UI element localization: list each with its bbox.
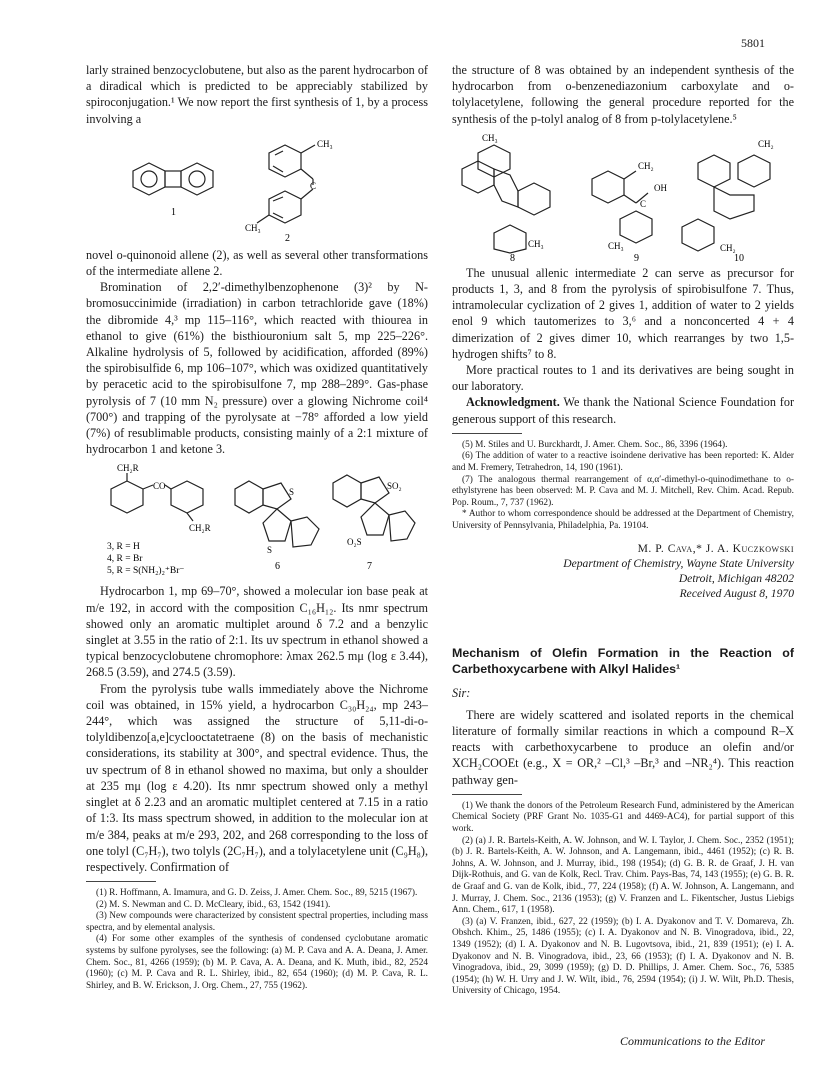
figure-compounds-3-7	[97, 461, 417, 579]
figure-compounds-1-2	[107, 131, 407, 243]
footnote-4: (4) For some other examples of the synthesis of condensed cyclobutane aromatic systems by sulfone pyrolyses, see the following: (a) M. P. Cava and A. A. Deana, J. Amer. Chem. Soc., 81, 4266 (1959); (b) M. P. Cava, A. A. Deana, and K. Muth, ibid., 82, 2524 (1960); (c) M. P. Cava and R. L. Shirley, ibid., 82, 654 (1960); (d) M. P. Cava, R. L. Shirley, and B. W. Erickson, J. Org. Chem., 27, 755 (1962).	[86, 934, 428, 991]
fig3-ch3-9: CH₃	[608, 240, 624, 251]
acknowledgment	[452, 394, 794, 426]
fig3-ch3-bottom: CH₃	[528, 238, 544, 249]
fig1-label-1: 1	[171, 206, 176, 218]
fig2-ch2r-b: CH₂R	[189, 523, 211, 534]
ack-heading: Acknowledgment.	[466, 395, 560, 410]
left-paragraph-2: novel o-quinonoid allene (2), as well as several other transformations of the intermediate allene 2.	[86, 247, 428, 279]
left-paragraph-5: From the pyrolysis tube walls immediately above the Nichrome coil was obtained, in 15% yield, a hydrocarbon C₃₀H₂₄, mp 243–244°, which was assigned the structure of 5,11-di-o-tolyldibenzo[a,e]cyclooctatetraene (8) on the basis of mechanistic considerations, its stability at 300°, and spectral evidence. Thus, the uv spectrum of 8 in ethanol showed no maxima, but only a shoulder at 235 mμ (log ε 4.20). Its nmr spectrum showed only a methyl singlet at δ 2.23 and an aromatic multiplet centered at 7.15 in a ratio of 1:3. Its mass spectrum showed, in addition to the molecular ion at m/e 384, peaks at m/e 293, 202, and 268 corresponding to the loss of one tolyl (C₇H₇), two tolyls (2C₇H₇), and a tolylacetylene unit (C₉H₈), respectively. Confirmation of	[86, 681, 428, 874]
fig3-ch2-10b: CH₂	[720, 242, 736, 253]
fig2-label-6: 6	[275, 561, 280, 573]
page-number: 5801	[741, 36, 765, 50]
fig2-s1: S	[289, 487, 295, 498]
footnote-rule-left	[86, 881, 156, 882]
fig1-label-2: 2	[285, 232, 290, 243]
footnote2-3: (3) (a) V. Franzen, ibid., 627, 22 (1959); (b) I. A. Dyakonov and T. V. Domareva, Zh. Obshch. Khim., 25, 1486 (1955); (c) I. A. Dyakonov and N. B. Vinogradova, ibid., 22, 1349 (1952); (d) I. A. Dyakonov and N. B. Lugovtsova, ibid., 21, 839 (1951); (e) I. A. Dyakonov and N. B. Vinogradova, ibid., 23, 66 (1953); (f) I. A. Dyakonov and N. B. Vinogradova, ibid., 29, 3099 (1959); (g) D. D. Phillips, J. Amer. Chem. Soc., 76, 5385 (1954); (h) W. H. Urry and J. W. Wilt, ibid., 76, 2594 (1954); (i) J. W. Wilt, Ph.D. Thesis, University of Chicago, 1954.	[452, 916, 794, 997]
department: Department of Chemistry, Wayne State University	[563, 556, 794, 570]
fig3-ch3-top: CH₃	[482, 132, 498, 143]
fig1-ch3-top: CH₃	[317, 138, 333, 149]
received-date: Received August 8, 1970	[679, 586, 794, 600]
fig2-label-7: 7	[367, 561, 372, 573]
footnote-1: (1) R. Hoffmann, A. Imamura, and G. D. Zeiss, J. Amer. Chem. Soc., 89, 5215 (1967).	[96, 888, 418, 899]
fig2-o2s: O₂S	[347, 537, 362, 548]
city: Detroit, Michigan 48202	[678, 571, 794, 585]
footnote-rule-right-2	[452, 794, 522, 795]
footnote2-2: (2) (a) J. R. Bartels-Keith, A. W. Johnson, and W. I. Taylor, J. Chem. Soc., 2352 (1951); (b) J. R. Bartels-Keith, A. W. Johnson, and A. Langemann, ibid., 4461 (1952); (c) R. B. Johns, A. W. Johnson, and J. Murray, ibid., 198 (1954); (d) G. B. R. de Graaf, J. H. van Dijk-Rothuis, and G. van de Kolk, Recl. Trav. Chim. Pays-Bas, 74, 143 (1955); (e) G. B. R. de Graaf and G. van de Kolk, ibid., 77, 224 (1958); (f) A. W. Johnson, A. Langemann, and J. Murray, J. Chem. Soc., 2136 (1953); (g) V. Franzen and L. Fikentscher, Justus Liebigs Ann. Chem., 617, 1 (1958).	[452, 835, 794, 916]
fig3-oh: OH	[654, 182, 667, 193]
fig3-label-9: 9	[634, 252, 639, 261]
figure-compounds-8-10	[458, 131, 788, 261]
fig2-label-4: 4, R = Br	[107, 554, 143, 565]
fig3-ch2-10a: CH₂	[758, 138, 774, 149]
right-paragraph-3: More practical routes to 1 and its derivatives are being sought in our laboratory.	[452, 363, 794, 394]
fig2-label-5: 5, R = S(NH₂)₂⁺Br⁻	[107, 566, 185, 577]
ack-text: We thank the National Science Foundation for generous support of this research.	[452, 395, 795, 426]
right-paragraph-4: There are widely scattered and isolated reports in the chemical literature of formally similar reactions in which a compound R–X reacts with carbethoxycarbene to produce an olefin and/or XCH₂COOEt (e.g., X = OR,² –Cl,³ –Br,³ and –NR₂⁴). This reaction pathway gen-	[452, 707, 794, 787]
fig2-so2: SO₂	[387, 481, 402, 492]
fig3-c: C	[640, 198, 647, 209]
footnote-author: * Author to whom correspondence should be addressed at the Department of Chemistry, University of Pennsylvania, Philadelphia, Pa. 19104.	[452, 509, 794, 531]
fig1-c: C	[310, 180, 317, 191]
article-title-2: Mechanism of Olefin Formation in the Reaction of Carbethoxycarbene with Alkyl Halides¹	[452, 645, 794, 676]
footnote-rule-right	[452, 433, 522, 434]
fig3-label-10: 10	[734, 252, 744, 261]
left-paragraph-1: larly strained benzocyclobutene, but also as the parent hydrocarbon of a diradical which is predicted to be appreciably stabilized by spiroconjugation.¹ We now report the first synthesis of 1, by a process involving a	[86, 63, 428, 126]
fig2-s2: S	[267, 545, 273, 556]
footnote-7: (7) The analogous thermal rearrangement of α,α′-dimethyl-o-quinodimethane to o-ethylstyrene has been observed: M. P. Cava and M. J. Mitchell, Rev. Chim. Acad. Repub. Pop. Roum., 7, 737 (1962).	[452, 474, 794, 508]
signature	[452, 541, 794, 601]
fig2-label-3: 3, R = H	[107, 542, 140, 553]
right-paragraph-2: The unusual allenic intermediate 2 can serve as precursor for products 1, 3, and 8 from the pyrolysis of spirobisulfone 7. Thus, intramolecular cyclization of 2 gives 1, addition of water to 2 yields enol 9 which tautomerizes to 3,⁶ and a nonconcerted 4 + 4 dimerization of 2 gives dimer 10, which rearranges by two 1,5-hydrogen shifts⁷ to 8.	[452, 265, 794, 361]
fig2-ch2r-a: CH₂R	[117, 463, 139, 474]
footnote-6: (6) The addition of water to a reactive isoindene derivative has been reported: K. Alder and M. Fremery, Tetrahedron, 14, 190 (1961).	[452, 451, 794, 474]
footnote-5: (5) M. Stiles and U. Burckhardt, J. Amer. Chem. Soc., 86, 3396 (1964).	[462, 439, 728, 450]
left-column	[86, 62, 428, 992]
fig3-ch2: CH₂	[638, 160, 654, 171]
footnote-3: (3) New compounds were characterized by consistent spectral properties, including mass spectra, and by elemental analysis.	[86, 911, 428, 933]
journal-section-footer: Communications to the Editor	[620, 1034, 765, 1048]
left-paragraph-3: Bromination of 2,2′-dimethylbenzophenone (3)² by N-bromosuccinimide (irradiation) in carbon tetrachloride gave (18%) the dibromide 4,³ mp 115–116°, which reacted with thiourea in ethanol to give (61%) the bisthiouronium salt 5, mp 225–226°. Alkaline hydrolysis of 5, followed by acidification, afforded (89%) the spirobisulfide 6, mp 106–107°, which was oxidized quantitatively by peracetic acid to the spirobisulfone 7, mp 288–289°. Gas-phase pyrolysis of 7 (10 mm N₂ pressure) over a glowing Nichrome coil⁴ (700°) and trapping of the pyrolysate at −78° afforded a low yield (7%) of resublimable products, consisting mainly of a 2:1 mixture of hydrocarbon 1 and ketone 3.	[86, 280, 428, 457]
right-paragraph-1: the structure of 8 was obtained by an independent synthesis of the hydrocarbon from o-benzenediazonium carboxylate and o-tolylacetylene, following the general procedure reported for the synthesis of the p-tolyl analog of 8 from p-tolylacetylene.⁵	[452, 63, 794, 126]
left-paragraph-4: Hydrocarbon 1, mp 69–70°, showed a molecular ion base peak at m/e 192, in accord with the composition C₁₆H₁₂. Its nmr spectrum showed only an aromatic multiplet around δ 7.2 and a benzylic singlet at 3.55 in the ratio of 2:1. Its uv spectrum in ethanol showed a typical benzocyclobutene chromophore: λmax 262.5 mμ (log ε 3.44), 268.5 (3.59), and 274.5 (3.59).	[86, 584, 428, 680]
right-column	[452, 62, 794, 998]
fig1-ch3-bottom: CH₃	[245, 222, 261, 233]
footnote-2: (2) M. S. Newman and C. D. McCleary, ibid., 63, 1542 (1941).	[96, 899, 331, 910]
fig2-co: CO	[153, 481, 166, 492]
fig3-label-8: 8	[510, 252, 515, 261]
salutation: Sir:	[452, 685, 471, 700]
footnote2-1: (1) We thank the donors of the Petroleum Research Fund, administered by the American Chemical Society (PRF Grant No. 1035-G1 and 4469-AC4), for partial support of this work.	[452, 800, 794, 834]
authors: M. P. Cava,* J. A. Kuczkowski	[637, 541, 794, 555]
